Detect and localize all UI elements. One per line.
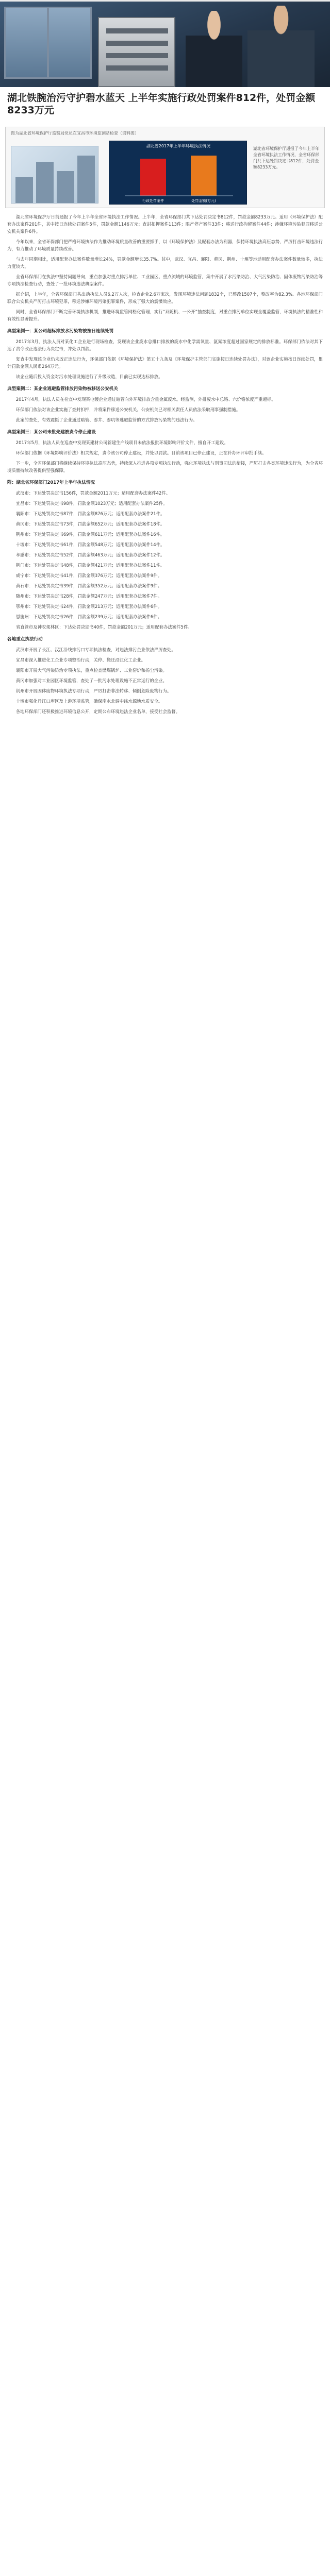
chart-bar-b — [191, 156, 217, 196]
paragraph: 复查中发现该企业仍未改正违法行为，环保部门依据《环境保护法》第五十九条及《环境保护主管部门实施按日连续处罚办法》，对该企业实施按日连续处罚，累计罚款金额人民币264万元。 — [7, 357, 323, 369]
paragraph: 宜昌市深入推进化工企业专项整治行动，关停、搬迁沿江化工企业。 — [15, 657, 146, 663]
paragraph: 襄阳市开展大气污染防治专项执法，重点检查燃煤锅炉、工业窑炉和扬尘污染。 — [15, 668, 167, 673]
section-heading: 典型案例三：某公司未批先建被责令停止建设 — [7, 430, 96, 435]
figure-caption: 图为湖北省环境保护厅监察局党员在宜昌市环境监测站检查（资料图） — [11, 131, 139, 135]
paragraph: 荆州市：下达处罚决定书69件，罚款金额611万元；适用配套办法案件16件。 — [15, 532, 165, 537]
photo-cabinet — [98, 17, 175, 87]
infographic — [5, 127, 325, 208]
chart-title: 湖北省2017年上半年环境执法情况 — [146, 144, 211, 148]
chart-label-b: 处罚金额(万元) — [191, 199, 216, 203]
paragraph: 环保部门依法对该企业实施了查封扣押，并将案件移送公安机关。公安机关已对相关责任人员依法采取刑事强制措施。 — [15, 407, 241, 412]
paragraph: 随州市：下达处罚决定书28件，罚款金额247万元；适用配套办法案件7件。 — [15, 594, 162, 599]
paragraph: 黄冈市：下达处罚决定书73件，罚款金额652万元；适用配套办法案件18件。 — [15, 521, 165, 527]
section-heading: 附：湖北省环保部门2017年上半年执法情况 — [7, 480, 95, 485]
paragraph: 环保部门依据《环境影响评价法》相关规定，责令该公司停止建设，并处以罚款。目前该项目已停止建设，正在补办环评审批手续。 — [15, 450, 267, 455]
paragraph: 黄冈市加强对工业园区环境监管，查处了一批污水处理设施不正常运行的企业。 — [15, 678, 167, 683]
chart-bar-a — [140, 159, 166, 196]
paragraph: 咸宁市：下达处罚决定书41件，罚款金额376万元；适用配套办法案件9件。 — [15, 573, 162, 578]
section-actions — [7, 646, 323, 715]
paragraph: 襄阳市：下达处罚决定书87件，罚款金额876万元；适用配套办法案件21件。 — [15, 511, 165, 516]
paragraph: 省直管市及神农架林区：下达处罚决定书40件，罚款金额201万元；适用配套办法案件5件。 — [15, 624, 192, 630]
section-intro — [7, 213, 323, 323]
chart-label-a: 行政处罚案件 — [142, 199, 164, 203]
paragraph: 武汉市：下达处罚决定书156件，罚款金额2011万元；适用配套办法案件42件。 — [15, 490, 171, 496]
paragraph: 十堰市：下达处罚决定书61件，罚款金额548万元；适用配套办法案件14件。 — [15, 542, 165, 547]
article-title: 湖北铁腕治污守护碧水蓝天 上半年实施行政处罚案件812件，处罚金额8233万元 — [7, 92, 316, 116]
section-heading: 典型案例一：某公司超标排放水污染物被按日连续处罚 — [7, 329, 114, 334]
paragraph: 2017年4月，执法人员在检查中发现某电镀企业通过暗管向外环境排放含重金属废水。经监测，外排废水中总铬、六价铬浓度严重超标。 — [15, 397, 276, 402]
paragraph: 同时，全省环保部门不断完善环境执法机制，推进环境监管网格化管理，实行“双随机、一公开”抽查制度，对重点排污单位实现全覆盖监管，环境执法的精准性和有效性显著提升。 — [7, 309, 323, 321]
figure-side-text: 湖北省环境保护厅通报了今年上半年全省环境执法工作情况，全省环保部门共下达处罚决定书812件，处罚金额8233万元。 — [253, 146, 319, 170]
article-header — [7, 92, 323, 116]
photo-person — [186, 11, 242, 87]
section-heading: 典型案例二：某企业逃避监管排放污染物被移送公安机关 — [7, 386, 118, 392]
paragraph: 2017年3月，执法人员对某化工企业进行现场检查，发现该企业废水总排口排放的废水中化学需氧量、氨氮浓度超过国家规定的排放标准。环保部门依法对其下达了责令改正违法行为决定书，并处以罚款。 — [7, 339, 323, 351]
paragraph: 湖北省环境保护厅日前通报了今年上半年全省环境执法工作情况。上半年，全省环保部门共下达处罚决定书812件，罚款金额8233万元。适用《环境保护法》配套办法案件201件，其中按日连续处罚案件5件，罚款金额1146万元；查封扣押案件113件；限产停产案件33件；移送行政拘留案件44件；涉嫌环境污染犯罪移送公安机关案件6件。 — [7, 214, 323, 234]
section-case-2 — [7, 396, 323, 423]
paragraph: 各地环保部门还积极推进环境信息公开，定期公布环境违法企业名单，接受社会监督。 — [15, 709, 180, 714]
section-heading: 各地重点执法行动 — [7, 637, 43, 642]
section-case-1 — [7, 338, 323, 380]
stats-chart — [109, 141, 247, 205]
paragraph: 全省环保部门在执法中坚持问题导向，重点加强对重点排污单位、工业园区、重点流域的环境监管，集中开展了水污染防治、大气污染防治、固体废物污染防治等专项执法检查行动，查处了一批环境违法典型案件。 — [7, 274, 323, 286]
paragraph: 孝感市：下达处罚决定书52件，罚款金额463万元；适用配套办法案件12件。 — [15, 552, 165, 557]
paragraph: 该企业随后投入资金对污水处理设施进行了升级改造，目前已实现达标排放。 — [15, 374, 163, 379]
paragraph: 荆门市：下达处罚决定书48件，罚款金额421万元；适用配套办法案件11件。 — [15, 563, 165, 568]
article-body — [7, 213, 323, 718]
section-case-3 — [7, 439, 323, 474]
paragraph: 荆州市开展固体废物环境执法专项行动，严厉打击非法转移、倾倒危险废物行为。 — [15, 688, 172, 693]
city-illustration — [11, 146, 98, 204]
paragraph: 宜昌市：下达处罚决定书98件，罚款金额1023万元；适用配套办法案件25件。 — [15, 501, 168, 506]
paragraph: 武汉市开展了长江、汉江沿线排污口专项执法检查，对违法排污企业依法严厉查处。 — [15, 647, 176, 652]
paragraph: 此案的查处，有效震慑了企业通过暗管、渗井、渗坑等逃避监管的方式排放污染物的违法行为。 — [15, 417, 197, 422]
paragraph: 十堰市强化丹江口库区及上游环境监管，确保南水北调中线水源地水质安全。 — [15, 699, 163, 704]
photo-person — [248, 6, 315, 87]
paragraph: 鄂州市：下达处罚决定书24件，罚款金额213万元；适用配套办法案件6件。 — [15, 604, 162, 609]
paragraph: 黄石市：下达处罚决定书39件，罚款金额352万元；适用配套办法案件9件。 — [15, 583, 162, 588]
paragraph: 与去年同期相比，适用配套办法案件数量增长24%，罚款金额增长35.7%。其中，武汉、宜昌、襄阳、黄冈、荆州、十堰等地适用配套办法案件数量较多，执法力度较大。 — [7, 257, 323, 269]
section-appendix — [7, 489, 323, 631]
paragraph: 恩施州：下达处罚决定书26件，罚款金额239万元；适用配套办法案件6件。 — [15, 614, 162, 619]
chart-svg — [109, 141, 248, 205]
paragraph: 据介绍，上半年，全省环保部门共出动执法人员6.2万人次，检查企业2.6万家次，发现环境违法问题1832个，已整改1507个，整改率为82.3%。各地环保部门联合公安机关严厉打击环境犯罪，移送涉嫌环境污染犯罪案件，形成了强大的震慑效应。 — [7, 292, 323, 304]
paragraph: 今年以来，全省环保部门把严格环境执法作为推动环境质量改善的重要抓手，以《环境保护法》及配套办法为利器，保持环境执法高压态势，严厉打击环境违法行为，有力推动了环境质量持续改善。 — [7, 239, 323, 251]
header-photo — [0, 2, 330, 87]
paragraph: 2017年5月，执法人员在巡查中发现某建材公司新建生产线项目未依法报批环境影响评价文件，擅自开工建设。 — [15, 440, 228, 445]
photo-window — [4, 7, 92, 79]
paragraph: 下一步，全省环保部门将继续保持环境执法高压态势，持续深入推进各项专项执法行动，强化环境执法与刑事司法的衔接，严厉打击各类环境违法行为，为全省环境质量持续改善提供坚强保障。 — [7, 461, 323, 473]
